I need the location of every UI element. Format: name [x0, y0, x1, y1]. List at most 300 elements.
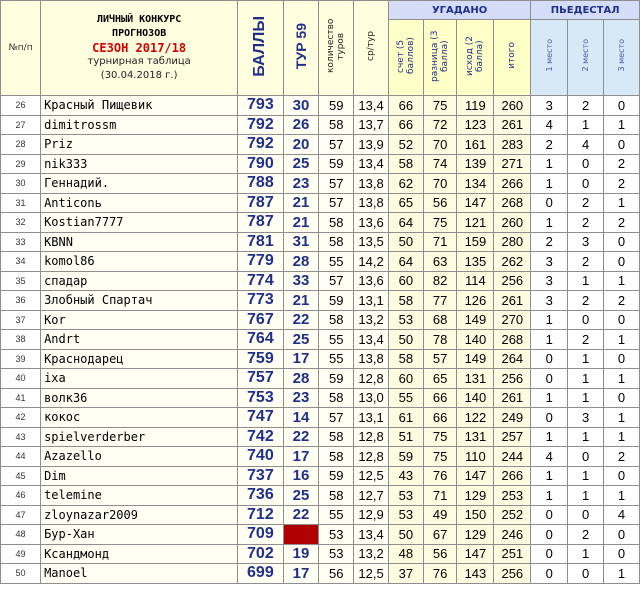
points-value: 792 [238, 115, 283, 135]
guessed-total-value: 252 [494, 505, 531, 525]
guess-score-header: счет (5 баллов) [388, 20, 423, 96]
guessed-score-value: 37 [388, 564, 423, 584]
table-row [1, 310, 640, 330]
place1-value: 4 [531, 447, 568, 467]
guessed-total-value: 266 [494, 174, 531, 194]
guessed-diff-value: 65 [423, 369, 457, 389]
tour-points-value: 17 [283, 564, 319, 584]
guessed-score-value: 64 [388, 252, 423, 272]
avg-value: 13,0 [354, 388, 389, 408]
guessed-total-value: 256 [494, 369, 531, 389]
place2-value: 1 [568, 388, 604, 408]
tour-points-value [283, 525, 319, 545]
tour-points-value: 26 [283, 115, 319, 135]
avg-value: 13,5 [354, 232, 389, 252]
row-number: 30 [1, 174, 41, 194]
tours-count-value: 58 [319, 388, 354, 408]
guessed-outcome-value: 131 [457, 427, 494, 447]
guessed-outcome-value: 123 [457, 115, 494, 135]
guessed-diff-value: 68 [423, 310, 457, 330]
place2-value: 2 [568, 213, 604, 233]
guessed-outcome-value: 143 [457, 564, 494, 584]
guessed-diff-value: 74 [423, 154, 457, 174]
guessed-diff-value: 71 [423, 486, 457, 506]
guessed-diff-value: 76 [423, 564, 457, 584]
avg-value: 14,2 [354, 252, 389, 272]
guessed-diff-value: 82 [423, 271, 457, 291]
tours-count-value: 59 [319, 466, 354, 486]
avg-value: 13,1 [354, 291, 389, 311]
place1-value: 1 [531, 466, 568, 486]
guessed-total-value: 244 [494, 447, 531, 467]
guessed-diff-value: 49 [423, 505, 457, 525]
tour-points-value: 23 [283, 174, 319, 194]
player-name: волк36 [41, 388, 238, 408]
points-value: 757 [238, 369, 283, 389]
avg-header: ср/тур [354, 1, 389, 96]
row-number: 40 [1, 369, 41, 389]
place3-header: 3 место [604, 20, 640, 96]
guess-outcome-header: исход (2 балла) [457, 20, 494, 96]
guessed-diff-value: 72 [423, 115, 457, 135]
place1-value: 0 [531, 408, 568, 428]
player-name: KBNN [41, 232, 238, 252]
player-name: Kor [41, 310, 238, 330]
table-row [1, 271, 640, 291]
player-name: Геннадий. [41, 174, 238, 194]
place3-value: 0 [604, 135, 640, 155]
guessed-score-value: 53 [388, 310, 423, 330]
guessed-diff-value: 66 [423, 388, 457, 408]
guessed-total-value: 271 [494, 154, 531, 174]
guessed-total-value: 260 [494, 96, 531, 116]
points-value: 793 [238, 96, 283, 116]
row-number: 46 [1, 486, 41, 506]
tour-points-value: 16 [283, 466, 319, 486]
row-number: 45 [1, 466, 41, 486]
tours-count-value: 57 [319, 135, 354, 155]
guessed-total-value: 261 [494, 388, 531, 408]
points-value: 742 [238, 427, 283, 447]
guessed-score-value: 50 [388, 232, 423, 252]
avg-value: 13,2 [354, 310, 389, 330]
guessed-total-value: 246 [494, 525, 531, 545]
guessed-outcome-value: 147 [457, 544, 494, 564]
place2-value: 2 [568, 96, 604, 116]
place2-value: 1 [568, 369, 604, 389]
row-number: 35 [1, 271, 41, 291]
avg-value: 13,8 [354, 349, 389, 369]
tour-points-value: 25 [283, 154, 319, 174]
place1-value: 0 [531, 193, 568, 213]
place1-value: 0 [531, 505, 568, 525]
table-row [1, 564, 640, 584]
guessed-group-header: УГАДАНО [388, 1, 530, 20]
place3-value: 1 [604, 427, 640, 447]
tours-count-value: 55 [319, 252, 354, 272]
place1-value: 3 [531, 291, 568, 311]
player-name: спадар [41, 271, 238, 291]
guessed-outcome-value: 121 [457, 213, 494, 233]
place3-value: 1 [604, 115, 640, 135]
place2-value: 2 [568, 291, 604, 311]
place3-value: 0 [604, 525, 640, 545]
subtitle: турнирная таблица [87, 56, 191, 67]
guessed-score-value: 43 [388, 466, 423, 486]
place3-value: 1 [604, 330, 640, 350]
points-header: БАЛЛЫ [238, 1, 283, 96]
guessed-total-value: 264 [494, 349, 531, 369]
guessed-score-value: 66 [388, 96, 423, 116]
row-number: 49 [1, 544, 41, 564]
guessed-diff-value: 70 [423, 174, 457, 194]
guessed-diff-value: 75 [423, 447, 457, 467]
guessed-total-value: 280 [494, 232, 531, 252]
guessed-score-value: 51 [388, 427, 423, 447]
table-row [1, 525, 640, 545]
points-value: 787 [238, 213, 283, 233]
guessed-outcome-value: 134 [457, 174, 494, 194]
place3-value: 1 [604, 271, 640, 291]
tour-points-value: 25 [283, 330, 319, 350]
guessed-diff-value: 66 [423, 408, 457, 428]
points-value: 774 [238, 271, 283, 291]
guessed-outcome-value: 110 [457, 447, 494, 467]
place1-value: 2 [531, 135, 568, 155]
place1-value: 1 [531, 310, 568, 330]
table-row [1, 213, 640, 233]
guessed-outcome-value: 119 [457, 96, 494, 116]
table-row [1, 486, 640, 506]
row-number: 29 [1, 154, 41, 174]
guessed-total-value: 262 [494, 252, 531, 272]
guessed-score-value: 50 [388, 330, 423, 350]
guessed-diff-value: 56 [423, 544, 457, 564]
tours-count-value: 55 [319, 505, 354, 525]
tours-count-value: 58 [319, 115, 354, 135]
guessed-total-value: 253 [494, 486, 531, 506]
guessed-total-value: 249 [494, 408, 531, 428]
place1-value: 4 [531, 115, 568, 135]
tour-points-value: 25 [283, 486, 319, 506]
row-number: 43 [1, 427, 41, 447]
place2-value: 3 [568, 408, 604, 428]
player-name: nik333 [41, 154, 238, 174]
place3-value: 4 [604, 505, 640, 525]
points-value: 773 [238, 291, 283, 311]
guessed-score-value: 64 [388, 213, 423, 233]
place3-value: 2 [604, 154, 640, 174]
place1-value: 1 [531, 427, 568, 447]
table-row [1, 232, 640, 252]
tour-points-value: 23 [283, 388, 319, 408]
avg-value: 13,7 [354, 115, 389, 135]
player-name: Kostian7777 [41, 213, 238, 233]
avg-value: 13,8 [354, 174, 389, 194]
row-number: 47 [1, 505, 41, 525]
guessed-outcome-value: 135 [457, 252, 494, 272]
guessed-diff-value: 75 [423, 96, 457, 116]
avg-value: 13,4 [354, 525, 389, 545]
place2-value: 0 [568, 174, 604, 194]
avg-value: 12,8 [354, 369, 389, 389]
guessed-total-value: 256 [494, 271, 531, 291]
table-row [1, 135, 640, 155]
avg-value: 12,9 [354, 505, 389, 525]
place2-value: 2 [568, 193, 604, 213]
avg-value: 13,9 [354, 135, 389, 155]
points-value: 709 [238, 525, 283, 545]
points-value: 779 [238, 252, 283, 272]
guessed-score-value: 61 [388, 408, 423, 428]
guessed-outcome-value: 149 [457, 310, 494, 330]
guessed-total-value: 283 [494, 135, 531, 155]
place1-value: 1 [531, 486, 568, 506]
place3-value: 0 [604, 388, 640, 408]
table-row [1, 174, 640, 194]
place3-value: 0 [604, 310, 640, 330]
tours-count-value: 59 [319, 96, 354, 116]
avg-value: 13,4 [354, 96, 389, 116]
tour-points-value: 19 [283, 544, 319, 564]
table-row [1, 154, 640, 174]
guess-diff-header: разница (3 балла) [423, 20, 457, 96]
points-value: 787 [238, 193, 283, 213]
guessed-score-value: 55 [388, 388, 423, 408]
guessed-outcome-value: 159 [457, 232, 494, 252]
row-number: 28 [1, 135, 41, 155]
tours-count-value: 53 [319, 525, 354, 545]
place3-value: 0 [604, 96, 640, 116]
player-name: komol86 [41, 252, 238, 272]
guessed-total-value: 266 [494, 466, 531, 486]
place2-header: 2 место [568, 20, 604, 96]
table-row [1, 330, 640, 350]
row-number: 42 [1, 408, 41, 428]
tours-count-value: 55 [319, 330, 354, 350]
tour-points-value: 22 [283, 505, 319, 525]
place1-value: 0 [531, 369, 568, 389]
place1-value: 0 [531, 349, 568, 369]
points-value: 788 [238, 174, 283, 194]
player-name: Azazello [41, 447, 238, 467]
row-number: 32 [1, 213, 41, 233]
tours-count-value: 59 [319, 154, 354, 174]
table-row [1, 193, 640, 213]
row-number: 33 [1, 232, 41, 252]
guessed-outcome-value: 114 [457, 271, 494, 291]
table-row [1, 466, 640, 486]
points-value: 759 [238, 349, 283, 369]
place1-value: 0 [531, 564, 568, 584]
place3-value: 0 [604, 349, 640, 369]
row-number: 48 [1, 525, 41, 545]
place3-value: 0 [604, 466, 640, 486]
place1-value: 0 [531, 544, 568, 564]
tours-count-value: 58 [319, 310, 354, 330]
avg-value: 12,8 [354, 427, 389, 447]
place3-value: 1 [604, 486, 640, 506]
player-name: Злобный Спартач [41, 291, 238, 311]
place3-value: 0 [604, 232, 640, 252]
tour-points-value: 17 [283, 349, 319, 369]
guessed-total-value: 261 [494, 115, 531, 135]
player-name: Anticonь [41, 193, 238, 213]
avg-value: 12,5 [354, 466, 389, 486]
points-value: 753 [238, 388, 283, 408]
tour-header: ТУР 59 [283, 1, 319, 96]
place3-value: 0 [604, 544, 640, 564]
place1-value: 1 [531, 388, 568, 408]
guessed-total-value: 268 [494, 193, 531, 213]
points-value: 737 [238, 466, 283, 486]
player-name: Manoel [41, 564, 238, 584]
tours-count-value: 53 [319, 544, 354, 564]
points-value: 699 [238, 564, 283, 584]
place2-value: 4 [568, 135, 604, 155]
table-row [1, 349, 640, 369]
contest-title [41, 1, 238, 96]
player-name: Бур-Хан [41, 525, 238, 545]
place3-value: 1 [604, 564, 640, 584]
place3-value: 2 [604, 174, 640, 194]
avg-value: 13,6 [354, 271, 389, 291]
place2-value: 1 [568, 271, 604, 291]
np-header: №п/п [1, 1, 41, 96]
points-value: 740 [238, 447, 283, 467]
guessed-score-value: 65 [388, 193, 423, 213]
guessed-outcome-value: 126 [457, 291, 494, 311]
guessed-total-value: 270 [494, 310, 531, 330]
title-line2: ПРОГНОЗОВ [112, 28, 167, 39]
avg-value: 13,4 [354, 154, 389, 174]
table-row [1, 388, 640, 408]
tours-count-value: 59 [319, 369, 354, 389]
guessed-outcome-value: 129 [457, 486, 494, 506]
place2-value: 1 [568, 486, 604, 506]
guessed-score-value: 50 [388, 525, 423, 545]
guessed-diff-value: 76 [423, 466, 457, 486]
player-name: dimitrossm [41, 115, 238, 135]
guessed-diff-value: 57 [423, 349, 457, 369]
guessed-diff-value: 78 [423, 330, 457, 350]
row-number: 39 [1, 349, 41, 369]
row-number: 26 [1, 96, 41, 116]
place1-value: 1 [531, 213, 568, 233]
guessed-outcome-value: 149 [457, 349, 494, 369]
podium-group-header: ПЬЕДЕСТАЛ [531, 1, 640, 20]
tour-points-value: 20 [283, 135, 319, 155]
tour-points-value: 30 [283, 96, 319, 116]
place3-value: 1 [604, 369, 640, 389]
avg-value: 13,4 [354, 330, 389, 350]
tours-count-value: 58 [319, 213, 354, 233]
player-name: Dim [41, 466, 238, 486]
guessed-diff-value: 71 [423, 232, 457, 252]
place3-value: 1 [604, 408, 640, 428]
row-number: 50 [1, 564, 41, 584]
tour-points-value: 21 [283, 291, 319, 311]
player-name: Красный Пищевик [41, 96, 238, 116]
table-row [1, 505, 640, 525]
place3-value: 2 [604, 291, 640, 311]
guessed-total-value: 260 [494, 213, 531, 233]
tours-count-value: 58 [319, 486, 354, 506]
row-number: 44 [1, 447, 41, 467]
tour-points-value: 21 [283, 193, 319, 213]
place3-value: 0 [604, 252, 640, 272]
row-number: 34 [1, 252, 41, 272]
tours-count-value: 58 [319, 427, 354, 447]
guessed-outcome-value: 139 [457, 154, 494, 174]
player-name: Priz [41, 135, 238, 155]
points-value: 702 [238, 544, 283, 564]
guessed-total-value: 257 [494, 427, 531, 447]
player-name: zloynazar2009 [41, 505, 238, 525]
tour-points-value: 21 [283, 213, 319, 233]
guessed-score-value: 48 [388, 544, 423, 564]
place2-value: 1 [568, 427, 604, 447]
place1-value: 2 [531, 232, 568, 252]
tours-count-value: 57 [319, 271, 354, 291]
tours-count-value: 57 [319, 174, 354, 194]
place1-header: 1 место [531, 20, 568, 96]
place2-value: 1 [568, 349, 604, 369]
guessed-score-value: 58 [388, 349, 423, 369]
standings-body [1, 96, 640, 584]
tour-points-value: 22 [283, 427, 319, 447]
place1-value: 1 [531, 330, 568, 350]
guessed-score-value: 66 [388, 115, 423, 135]
guessed-outcome-value: 129 [457, 525, 494, 545]
place2-value: 0 [568, 154, 604, 174]
place2-value: 1 [568, 115, 604, 135]
place1-value: 3 [531, 96, 568, 116]
tour-points-value: 14 [283, 408, 319, 428]
place3-value: 2 [604, 447, 640, 467]
tour-points-value: 31 [283, 232, 319, 252]
tours-count-value: 58 [319, 232, 354, 252]
player-name: кокос [41, 408, 238, 428]
avg-value: 12,7 [354, 486, 389, 506]
place2-value: 1 [568, 466, 604, 486]
tours-count-value: 55 [319, 349, 354, 369]
points-value: 712 [238, 505, 283, 525]
season-label: СЕЗОН 2017/18 [92, 41, 187, 55]
table-row [1, 115, 640, 135]
avg-value: 13,6 [354, 213, 389, 233]
place1-value: 1 [531, 174, 568, 194]
place2-value: 2 [568, 525, 604, 545]
tours-count-value: 57 [319, 193, 354, 213]
table-row [1, 291, 640, 311]
table-row [1, 96, 640, 116]
guessed-score-value: 52 [388, 135, 423, 155]
row-number: 38 [1, 330, 41, 350]
title-line1: ЛИЧНЫЙ КОНКУРС [96, 14, 182, 25]
points-value: 790 [238, 154, 283, 174]
guessed-score-value: 53 [388, 486, 423, 506]
guessed-total-value: 261 [494, 291, 531, 311]
place2-value: 3 [568, 232, 604, 252]
guessed-total-value: 256 [494, 564, 531, 584]
guessed-diff-value: 70 [423, 135, 457, 155]
guessed-score-value: 62 [388, 174, 423, 194]
tours-count-value: 58 [319, 447, 354, 467]
tours-count-header: количество туров [319, 1, 354, 96]
place1-value: 3 [531, 271, 568, 291]
avg-value: 13,1 [354, 408, 389, 428]
